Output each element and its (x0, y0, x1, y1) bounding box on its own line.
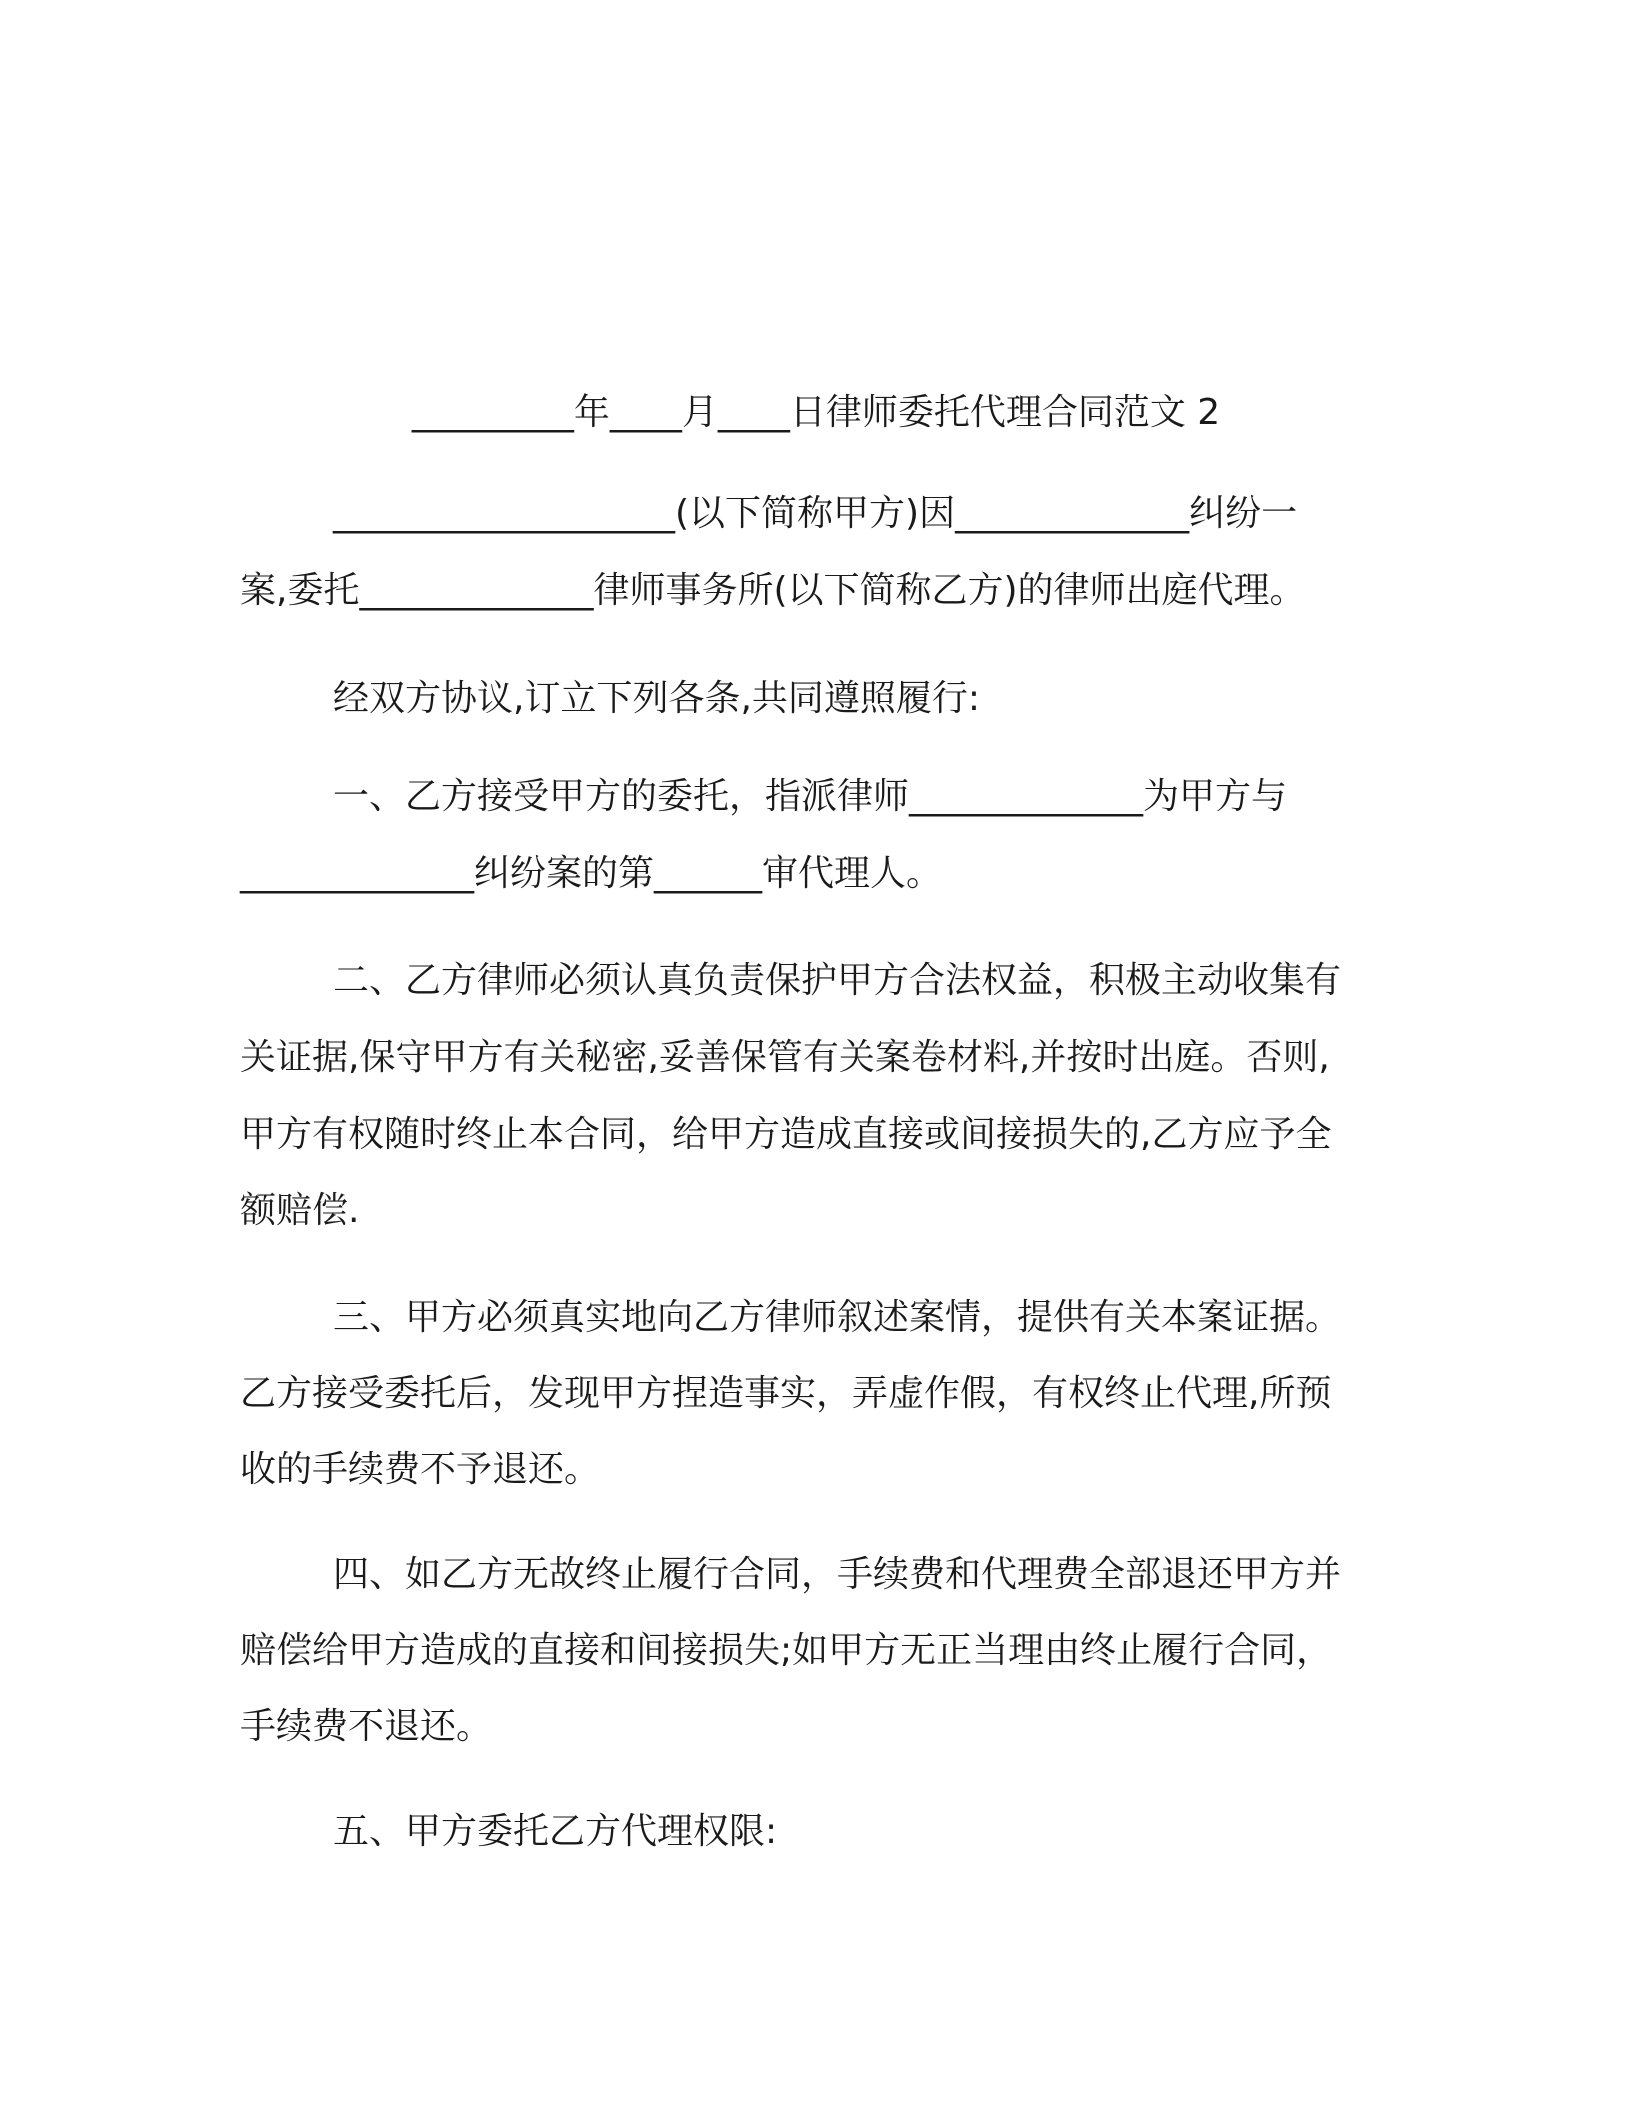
clause-2-line-1: 二、乙方律师必须认真负责保护甲方合法权益，积极主动收集有 (333, 960, 1342, 1001)
clause-1-line-1: 一、乙方接受甲方的委托，指派律师_____________为甲方与 (333, 776, 1288, 817)
clause-3-line-3: 收的手续费不予退还。 (240, 1449, 601, 1490)
clause-4-line-1: 四、如乙方无故终止履行合同，手续费和代理费全部退还甲方并 (333, 1554, 1342, 1595)
clause-2-line-3: 甲方有权随时终止本合同，给甲方造成直接或间接损失的,乙方应予全 (240, 1114, 1332, 1155)
clause-3-line-1: 三、甲方必须真实地向乙方律师叙述案情，提供有关本案证据。 (333, 1297, 1342, 1338)
clause-5-line-1: 五、甲方委托乙方代理权限: (333, 1811, 778, 1852)
clause-1-line-2: _____________纠纷案的第______审代理人。 (240, 853, 943, 894)
document-title: _________年____月____日律师委托代理合同范文 2 (411, 392, 1221, 433)
clause-2-line-4: 额赔偿. (240, 1190, 360, 1231)
clause-4-line-2: 赔偿给甲方造成的直接和间接损失;如甲方无正当理由终止履行合同， (240, 1630, 1333, 1671)
clause-2-line-2: 关证据,保守甲方有关秘密,妥善保管有关案卷材料,并按时出庭。否则, (240, 1037, 1330, 1078)
agreement-line: 经双方协议,订立下列各条,共同遵照履行: (333, 678, 981, 719)
intro-line-1: ___________________(以下简称甲方)因_____________纠纷一 (333, 493, 1298, 534)
clause-3-line-2: 乙方接受委托后，发现甲方捏造事实，弄虚作假，有权终止代理,所预 (240, 1373, 1332, 1414)
intro-line-2: 案,委托_____________律师事务所(以下简称乙方)的律师出庭代理。 (240, 570, 1306, 611)
clause-4-line-3: 手续费不退还。 (240, 1706, 493, 1747)
